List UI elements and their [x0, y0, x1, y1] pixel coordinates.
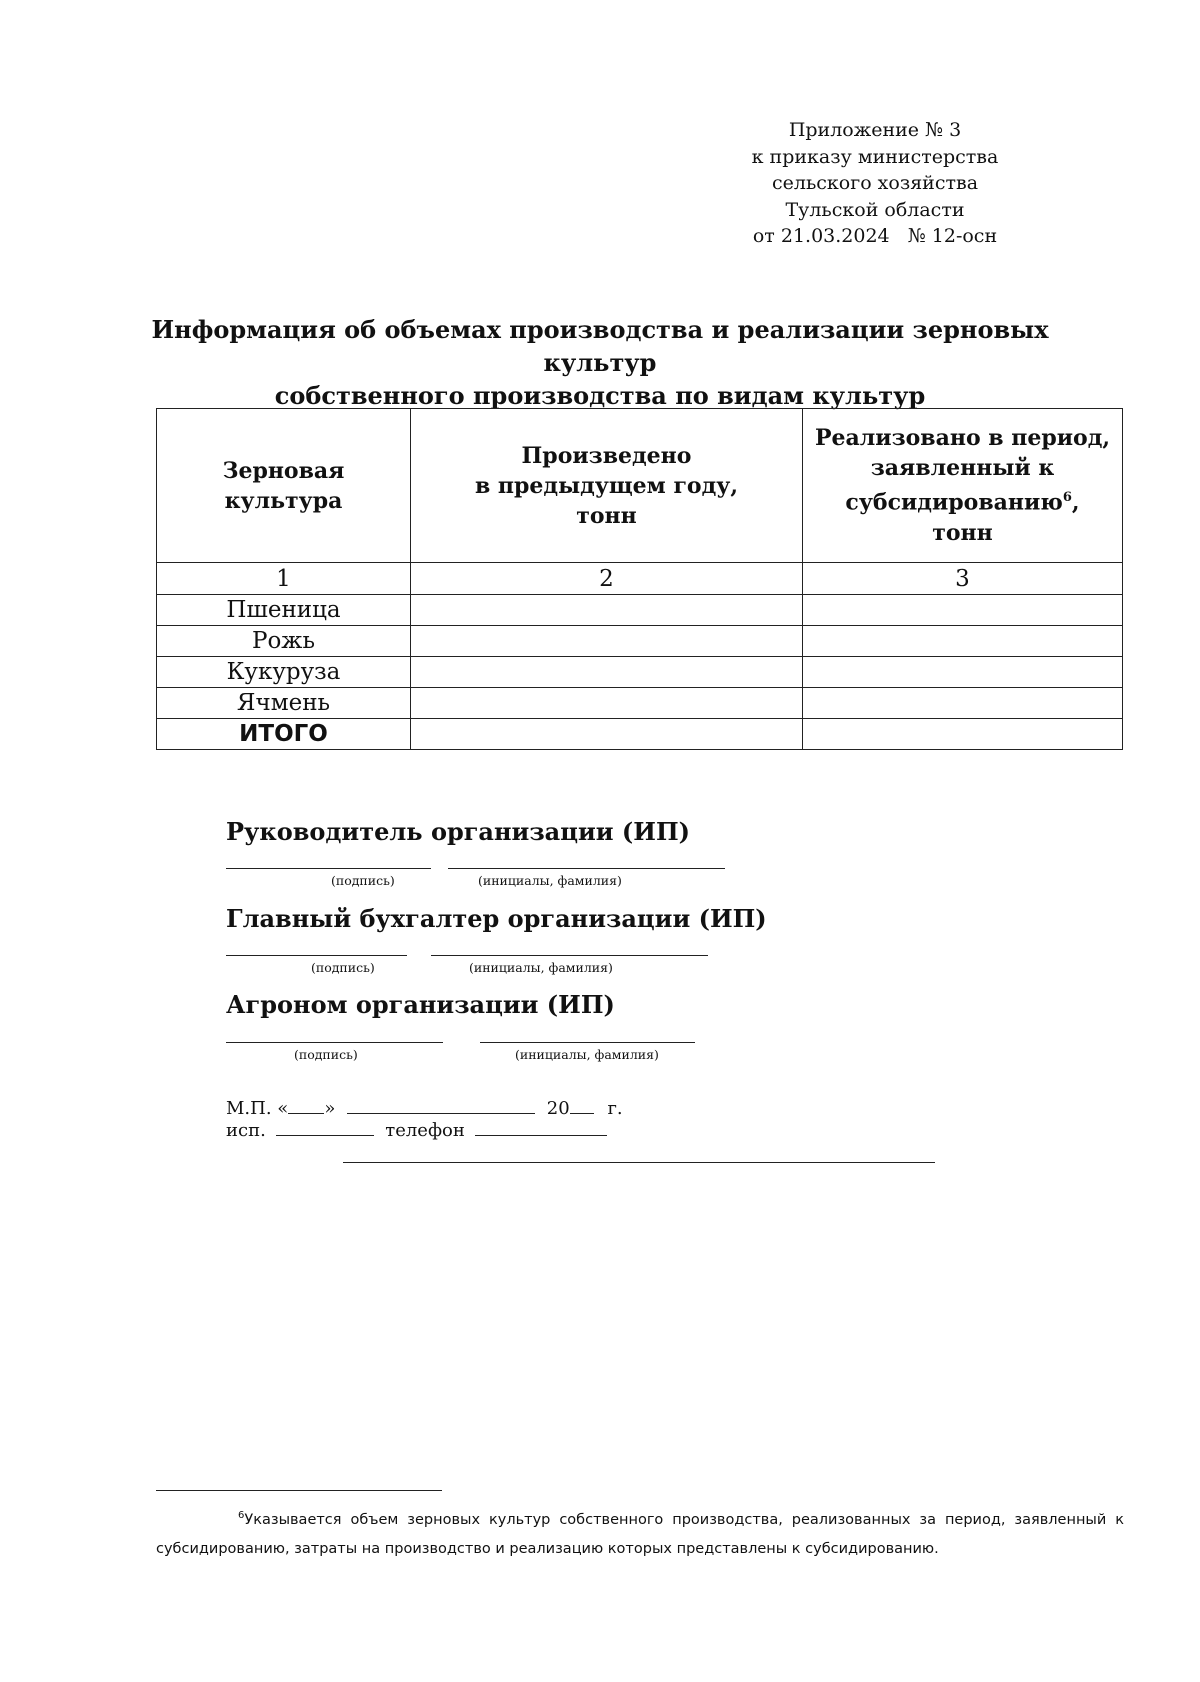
appendix-header	[730, 117, 1020, 250]
executor-field[interactable]	[276, 1119, 374, 1136]
column-number: 2	[411, 563, 803, 595]
sold-cell[interactable]	[803, 595, 1123, 626]
title-line-2: собственного производства по видам культур	[274, 381, 926, 410]
column-number: 1	[157, 563, 411, 595]
crop-name: Рожь	[157, 626, 411, 657]
accountant-sign-caption: (подпись)	[311, 960, 375, 975]
footnote-number: 6	[238, 1510, 245, 1521]
month-field[interactable]	[347, 1097, 535, 1114]
crop-name: Пшеница	[157, 595, 411, 626]
header-crop: Зерновая культура	[157, 409, 411, 563]
total-label: ИТОГО	[157, 719, 411, 750]
appendix-number: Приложение № 3	[788, 119, 962, 141]
agronomist-name-caption: (инициалы, фамилия)	[515, 1047, 659, 1062]
day-field[interactable]	[288, 1097, 324, 1114]
table-row	[157, 626, 1123, 657]
table-row	[157, 595, 1123, 626]
produced-cell[interactable]	[411, 595, 803, 626]
produced-cell[interactable]	[411, 626, 803, 657]
head-signature-line[interactable]	[226, 868, 431, 869]
crop-name: Кукуруза	[157, 657, 411, 688]
year-suffix: г.	[607, 1098, 623, 1119]
agronomist-signature-line[interactable]	[226, 1042, 443, 1043]
table-total-row	[157, 719, 1123, 750]
title-line-1: Информация об объемах производства и реализации зерновых культур	[151, 315, 1049, 377]
phone-label: телефон	[385, 1120, 465, 1141]
footnote	[156, 1501, 1124, 1564]
header-produced: Произведено в предыдущем году, тонн	[411, 409, 803, 563]
year-field[interactable]	[570, 1097, 594, 1114]
table-row	[157, 657, 1123, 688]
head-name-line[interactable]	[448, 868, 725, 869]
column-number: 3	[803, 563, 1123, 595]
footnote-text: Указывается объем зерновых культур собственного производства, реализованных за период, заявленный к субсидированию, затраты на производство и реализацию которых представлены к субсидированию.	[156, 1511, 1124, 1557]
footnote-marker: 6	[1062, 490, 1072, 506]
appendix-date-number: от 21.03.2024 № 12-осн	[752, 225, 998, 247]
table-row	[157, 688, 1123, 719]
appendix-ministry: сельского хозяйства	[771, 172, 979, 194]
agronomist-signature-title: Агроном организации (ИП)	[226, 990, 615, 1019]
column-number-row	[157, 563, 1123, 595]
sold-cell[interactable]	[803, 688, 1123, 719]
head-sign-caption: (подпись)	[331, 873, 395, 888]
accountant-name-caption: (инициалы, фамилия)	[469, 960, 613, 975]
sold-cell[interactable]	[803, 626, 1123, 657]
appendix-region: Тульской области	[785, 198, 965, 221]
footnote-separator	[156, 1490, 442, 1491]
phone-field[interactable]	[475, 1119, 607, 1136]
produced-cell[interactable]	[411, 657, 803, 688]
stamp-date-line	[226, 1097, 623, 1120]
produced-total-cell[interactable]	[411, 719, 803, 750]
agronomist-name-line[interactable]	[480, 1042, 695, 1043]
sold-cell[interactable]	[803, 657, 1123, 688]
header-sold: Реализовано в период, заявленный к субсидированию$^6$, тонн	[803, 409, 1123, 563]
head-signature-title: Руководитель организации (ИП)	[226, 817, 690, 846]
appendix-order-ref: к приказу министерства	[751, 145, 999, 168]
head-name-caption: (инициалы, фамилия)	[478, 873, 622, 888]
year-prefix: 20	[546, 1098, 570, 1119]
executor-label: исп.	[226, 1120, 266, 1141]
crop-name: Ячмень	[157, 688, 411, 719]
accountant-signature-title: Главный бухгалтер организации (ИП)	[226, 904, 767, 933]
document-title	[150, 313, 1050, 412]
close-quote: »	[324, 1098, 336, 1119]
agronomist-sign-caption: (подпись)	[294, 1047, 358, 1062]
executor-line	[226, 1119, 607, 1142]
bottom-underline	[343, 1162, 935, 1163]
stamp-label: М.П. «	[226, 1098, 289, 1119]
grain-volume-table	[156, 408, 1123, 750]
table-header-row	[157, 409, 1123, 563]
produced-cell[interactable]	[411, 688, 803, 719]
accountant-signature-line[interactable]	[226, 955, 407, 956]
sold-total-cell[interactable]	[803, 719, 1123, 750]
accountant-name-line[interactable]	[431, 955, 708, 956]
